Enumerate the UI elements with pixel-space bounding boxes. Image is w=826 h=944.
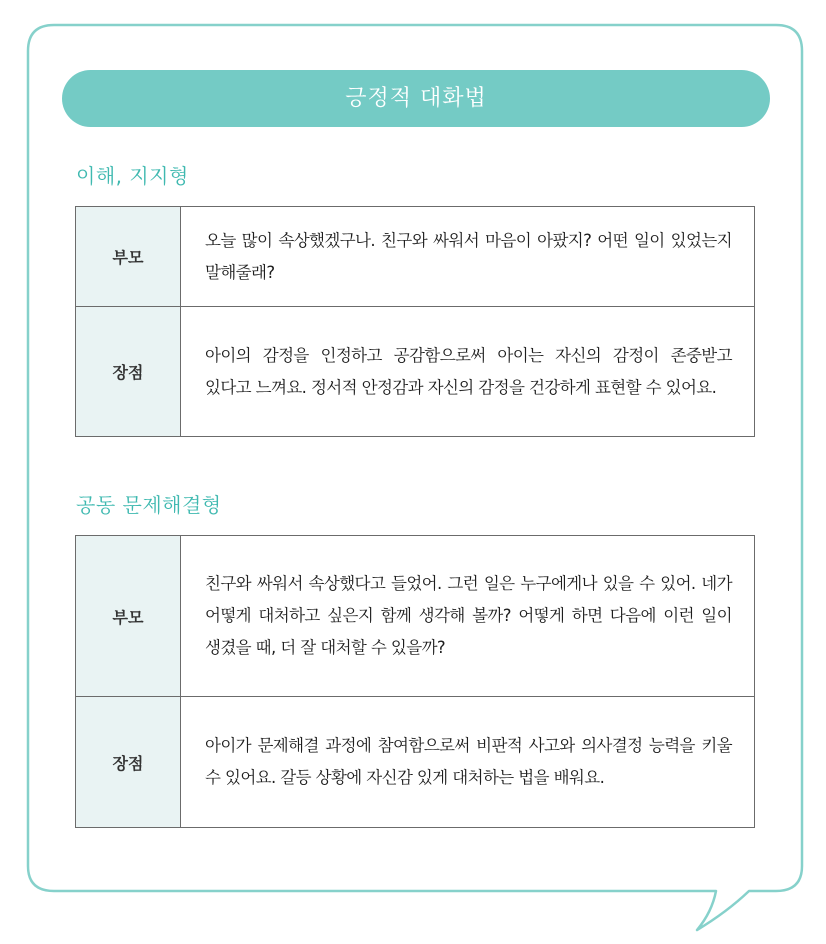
card-title: 긍정적 대화법 [62, 70, 770, 127]
row-label-parent: 부모 [76, 207, 181, 307]
table-row [76, 307, 755, 437]
row-text-benefit: 아이의 감정을 인정하고 공감함으로써 아이는 자신의 감정이 존중받고 있다고 느껴요. 정서적 안정감과 자신의 감정을 건강하게 표현할 수 있어요. [181, 307, 755, 437]
row-label-benefit: 장점 [76, 697, 181, 828]
row-text-benefit: 아이가 문제해결 과정에 참여함으로써 비판적 사고와 의사결정 능력을 키울 수 있어요. 갈등 상황에 자신감 있게 대처하는 법을 배워요. [181, 697, 755, 828]
table-row [76, 697, 755, 828]
joint-problem-solving-table [75, 535, 755, 828]
table-row [76, 207, 755, 307]
row-label-benefit: 장점 [76, 307, 181, 437]
understanding-table [75, 206, 755, 437]
row-label-parent: 부모 [76, 536, 181, 697]
section-heading-understanding: 이해, 지지형 [76, 164, 189, 188]
row-text-parent-speech: 친구와 싸워서 속상했다고 들었어. 그런 일은 누구에게나 있을 수 있어. 네가 어떻게 대처하고 싶은지 함께 생각해 볼까? 어떻게 하면 다음에 이런 일이 생겼을 때, 더 잘 대처할 수 있을까? [181, 536, 755, 697]
row-text-parent-speech: 오늘 많이 속상했겠구나. 친구와 싸워서 마음이 아팠지? 어떤 일이 있었는지 말해줄래? [181, 207, 755, 307]
section-heading-joint-problem-solving: 공동 문제해결형 [76, 493, 222, 517]
table-row [76, 536, 755, 697]
